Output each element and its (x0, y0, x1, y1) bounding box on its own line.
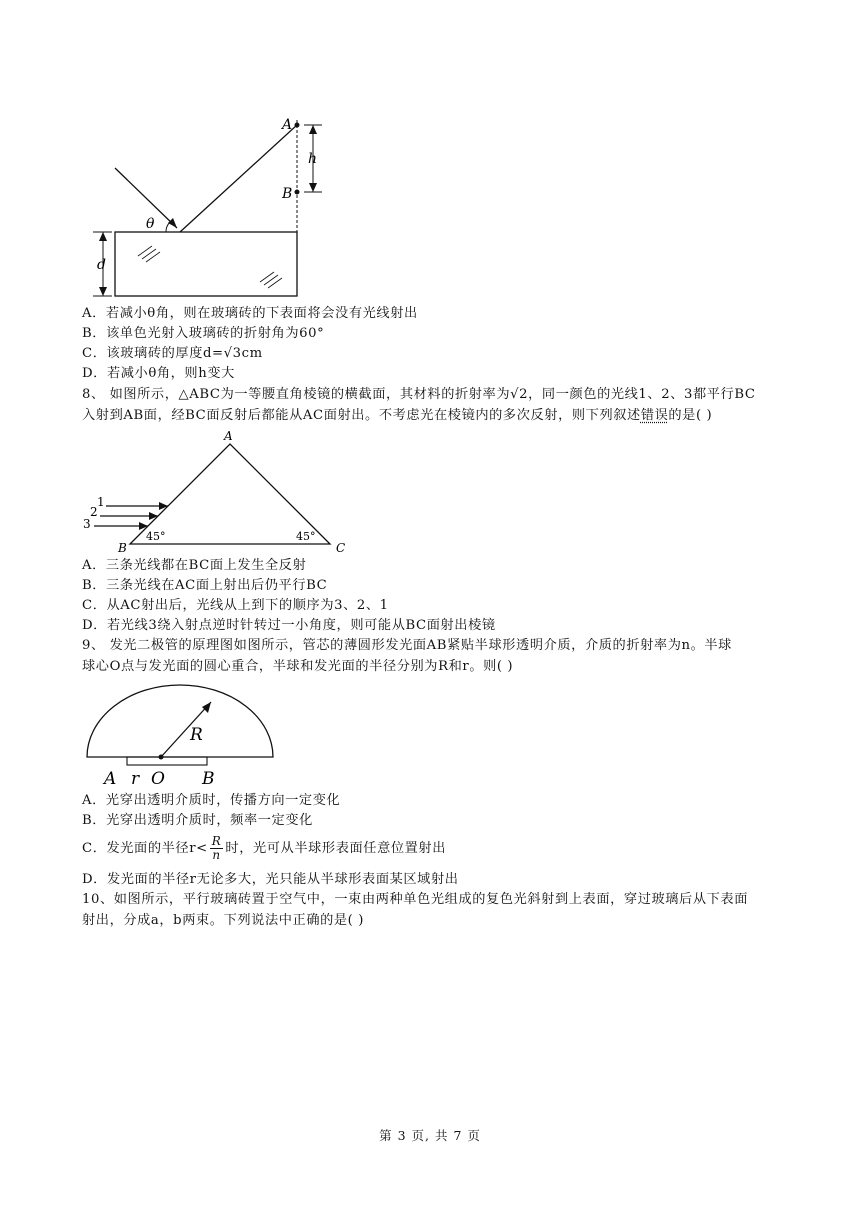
prism-vertex-b: B (118, 541, 127, 555)
q7-option-d: D．若减小θ角，则h变大 (82, 366, 235, 381)
q8-option-c: C．从AC射出后，光线从上到下的顺序为3、2、1 (82, 598, 389, 613)
fraction-numerator: R (211, 834, 222, 848)
angle-c-label: 45° (296, 530, 316, 543)
center-o-label: O (151, 769, 165, 789)
point-a-label: A (104, 769, 117, 789)
fraction-denominator: n (212, 848, 221, 862)
radius-r-big-label: R (190, 725, 203, 745)
ray-1-label: 1 (97, 495, 105, 509)
q8-stem-post: 的是( ) (668, 408, 713, 423)
q8-stem-line2 (82, 407, 712, 425)
q8-stem-pre: 入射到AB面，经BC面反射后都能从AC面射出。不考虑光在棱镜内的多次反射，则下列叙述 (82, 408, 641, 423)
q7-option-b: B．该单色光射入玻璃砖的折射角为60° (82, 326, 325, 341)
q9-stem-line2: 球心O点与发光面的圆心重合，半球和发光面的半径分别为R和r。则( ) (82, 659, 514, 674)
q9-figure (84, 680, 274, 790)
radius-r-small-label: r (131, 769, 140, 789)
q9-option-a: A．光穿出透明介质时，传播方向一定变化 (82, 793, 341, 808)
point-a-label: A (282, 117, 293, 133)
q8-option-a: A．三条光线都在BC面上发生全反射 (82, 558, 307, 573)
point-b-label: B (202, 769, 215, 789)
q10-stem-line1: 10、如图所示，平行玻璃砖置于空气中，一束由两种单色光组成的复色光斜射到上表面，穿过玻璃后从下表面 (82, 892, 748, 907)
q8-option-b: B．三条光线在AC面上射出后仍平行BC (82, 578, 328, 593)
page-footer: 第 3 页, 共 7 页 (379, 1128, 481, 1143)
prism-vertex-c: C (336, 541, 346, 555)
point-b-label: B (282, 186, 293, 202)
q7-figure (90, 110, 330, 305)
q9-option-d: D．发光面的半径r无论多大，光只能从半球形表面某区域射出 (82, 872, 459, 887)
prism-triangle (130, 444, 330, 544)
q8-figure (80, 428, 360, 556)
q8-stem-line1: 8、 如图所示，△ABC为一等腰直角棱镜的横截面，其材料的折射率为√2，同一颜色的光线1、2、3都平行BC (82, 387, 756, 402)
fraction (210, 835, 224, 862)
hemisphere (87, 685, 273, 757)
ray-3-label: 3 (83, 517, 91, 531)
q10-stem-line2: 射出，分成a，b两束。下列说法中正确的是( ) (82, 913, 364, 928)
angle-b-label: 45° (146, 530, 166, 543)
q9-option-c-pre: C．发光面的半径r< (82, 841, 208, 856)
q9-stem-line1: 9、 发光二极管的原理图如图所示，管芯的薄圆形发光面AB紧贴半球形透明介质，介质的折射率为n。半球 (82, 638, 732, 653)
ray-2-label: 2 (90, 505, 98, 519)
h-label: h (308, 151, 318, 167)
q7-option-c: C．该玻璃砖的厚度d=√3cm (82, 346, 263, 361)
q7-option-a: A．若减小θ角，则在玻璃砖的下表面将会没有光线射出 (82, 306, 418, 321)
d-label: d (97, 257, 106, 273)
prism-vertex-a: A (224, 429, 233, 443)
q9-option-c-post: 时，光可从半球形表面任意位置射出 (225, 841, 447, 856)
q8-stem-emphasis: 错误 (640, 408, 669, 423)
q8-option-d: D．若光线3绕入射点逆时针转过一小角度，则可能从BC面射出棱镜 (82, 618, 496, 633)
emitting-surface (127, 757, 207, 765)
reflected-ray (180, 125, 297, 232)
theta-label: θ (146, 216, 155, 232)
q9-option-c (82, 834, 446, 864)
q9-option-b: B．光穿出透明介质时，频率一定变化 (82, 813, 313, 828)
